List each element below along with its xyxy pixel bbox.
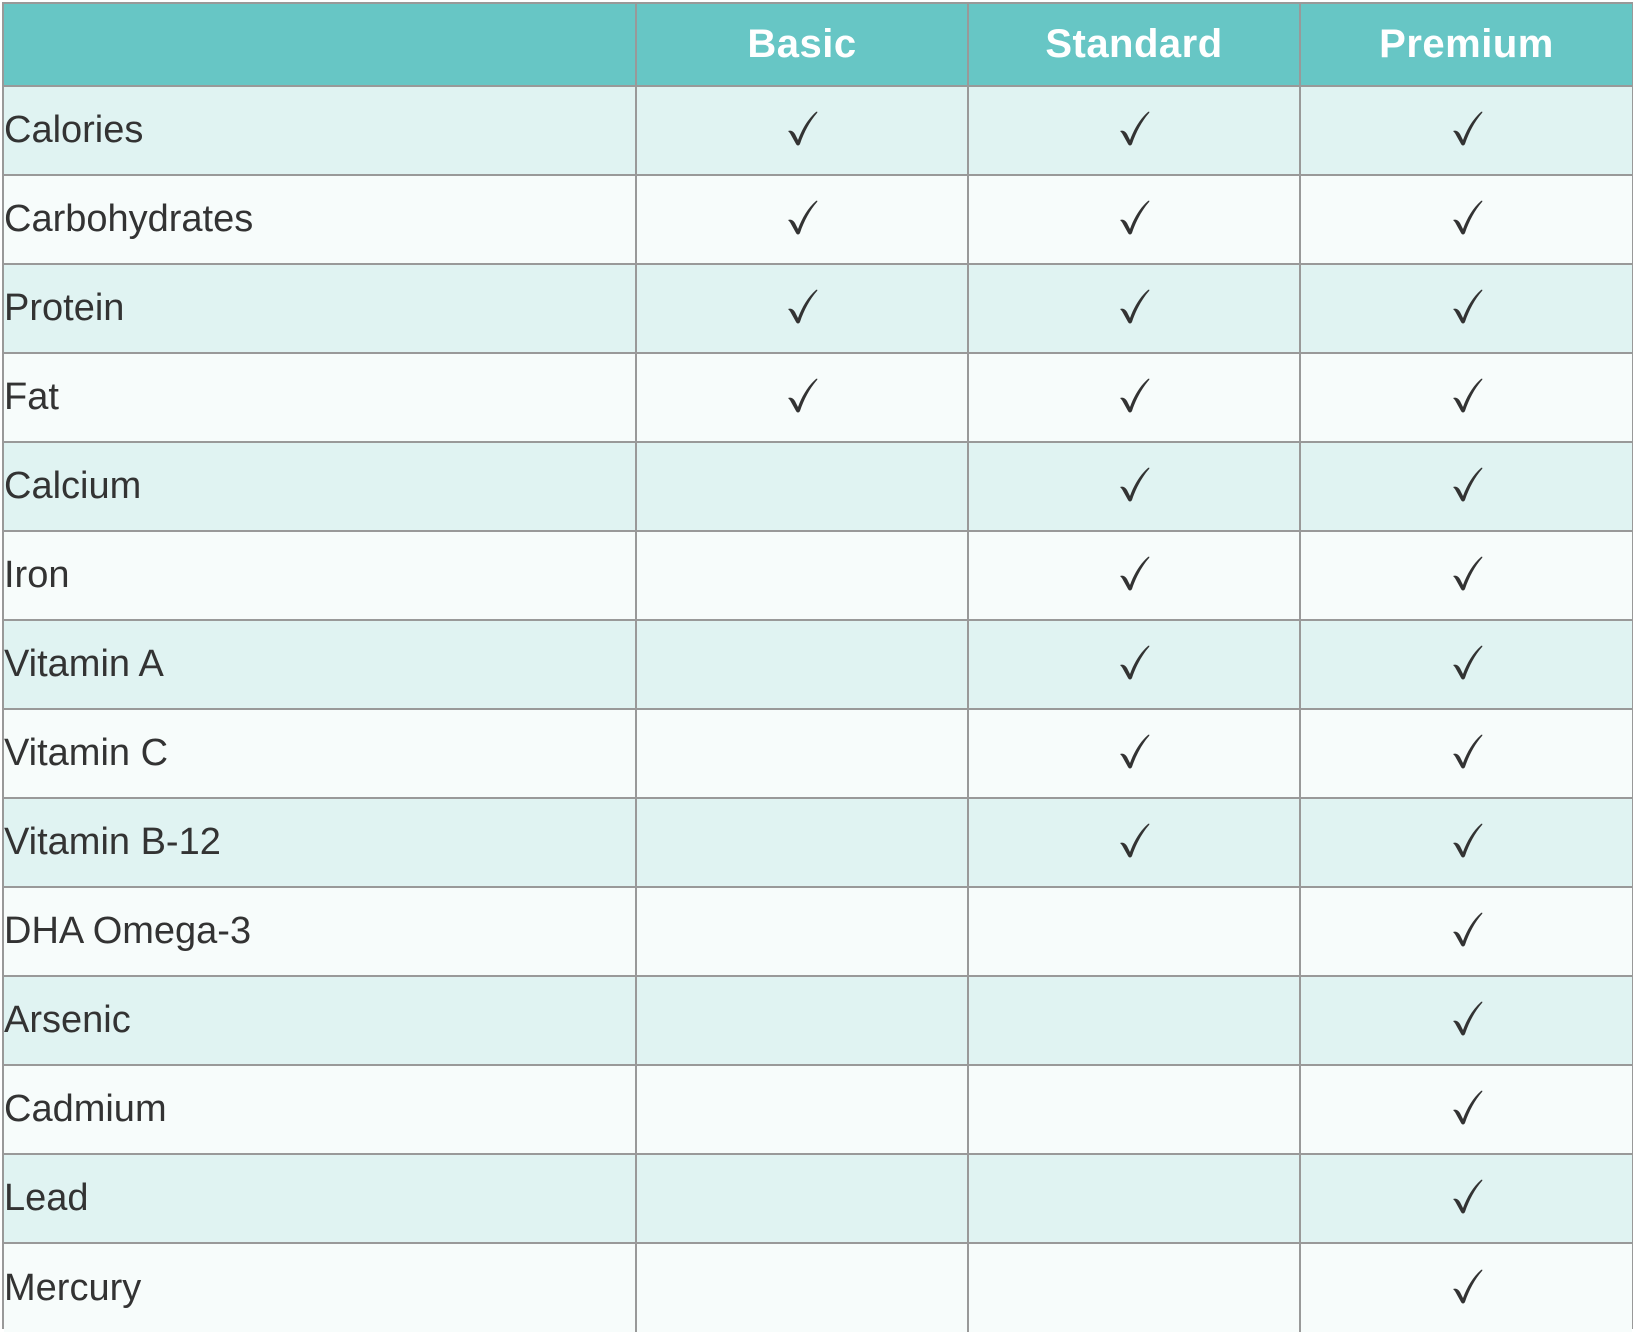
header-cell-feature bbox=[4, 4, 636, 86]
standard-cell bbox=[968, 531, 1300, 620]
check-icon bbox=[786, 287, 818, 325]
basic-cell bbox=[636, 709, 968, 798]
header-cell-standard: Standard bbox=[968, 4, 1300, 86]
check-icon bbox=[1118, 554, 1150, 592]
feature-name-cell: Arsenic bbox=[4, 976, 636, 1065]
premium-cell bbox=[1300, 531, 1632, 620]
basic-cell bbox=[636, 264, 968, 353]
premium-cell bbox=[1300, 1154, 1632, 1243]
header-cell-premium: Premium bbox=[1300, 4, 1632, 86]
standard-cell bbox=[968, 264, 1300, 353]
check-icon bbox=[1118, 109, 1150, 147]
feature-name-cell: Calcium bbox=[4, 442, 636, 531]
standard-cell bbox=[968, 887, 1300, 976]
check-icon bbox=[1118, 643, 1150, 681]
standard-cell bbox=[968, 353, 1300, 442]
table-header bbox=[4, 4, 1632, 86]
table-row bbox=[4, 442, 1632, 531]
feature-name-cell: Mercury bbox=[4, 1243, 636, 1332]
check-icon bbox=[1451, 1177, 1483, 1215]
check-icon bbox=[1451, 109, 1483, 147]
premium-cell bbox=[1300, 175, 1632, 264]
table-row bbox=[4, 798, 1632, 887]
basic-cell bbox=[636, 531, 968, 620]
feature-name-cell: DHA Omega-3 bbox=[4, 887, 636, 976]
premium-cell bbox=[1300, 1243, 1632, 1332]
premium-cell bbox=[1300, 442, 1632, 531]
feature-name-cell: Vitamin C bbox=[4, 709, 636, 798]
check-icon bbox=[1118, 198, 1150, 236]
feature-name-cell: Carbohydrates bbox=[4, 175, 636, 264]
basic-cell bbox=[636, 442, 968, 531]
standard-cell bbox=[968, 709, 1300, 798]
premium-cell bbox=[1300, 887, 1632, 976]
standard-cell bbox=[968, 798, 1300, 887]
table-row bbox=[4, 1243, 1632, 1332]
table-row bbox=[4, 1065, 1632, 1154]
standard-cell bbox=[968, 442, 1300, 531]
standard-cell bbox=[968, 1154, 1300, 1243]
header-cell-basic: Basic bbox=[636, 4, 968, 86]
plan-comparison-table bbox=[4, 4, 1632, 1332]
table-row bbox=[4, 264, 1632, 353]
check-icon bbox=[1451, 821, 1483, 859]
feature-name-cell: Lead bbox=[4, 1154, 636, 1243]
table-row bbox=[4, 175, 1632, 264]
check-icon bbox=[1451, 999, 1483, 1037]
premium-cell bbox=[1300, 798, 1632, 887]
basic-cell bbox=[636, 1243, 968, 1332]
check-icon bbox=[1451, 465, 1483, 503]
basic-cell bbox=[636, 976, 968, 1065]
premium-cell bbox=[1300, 620, 1632, 709]
basic-cell bbox=[636, 1065, 968, 1154]
check-icon bbox=[1451, 732, 1483, 770]
feature-name-cell: Calories bbox=[4, 86, 636, 175]
feature-name-cell: Vitamin A bbox=[4, 620, 636, 709]
basic-cell bbox=[636, 887, 968, 976]
standard-cell bbox=[968, 86, 1300, 175]
table-row bbox=[4, 1154, 1632, 1243]
premium-cell bbox=[1300, 709, 1632, 798]
premium-cell bbox=[1300, 353, 1632, 442]
feature-name-cell: Iron bbox=[4, 531, 636, 620]
table-body bbox=[4, 86, 1632, 1332]
standard-cell bbox=[968, 1065, 1300, 1154]
feature-name-cell: Protein bbox=[4, 264, 636, 353]
check-icon bbox=[1118, 732, 1150, 770]
comparison-table-frame bbox=[2, 2, 1633, 1329]
premium-cell bbox=[1300, 1065, 1632, 1154]
header-row bbox=[4, 4, 1632, 86]
table-row bbox=[4, 976, 1632, 1065]
check-icon bbox=[1118, 465, 1150, 503]
standard-cell bbox=[968, 1243, 1300, 1332]
premium-cell bbox=[1300, 86, 1632, 175]
check-icon bbox=[1118, 287, 1150, 325]
check-icon bbox=[786, 198, 818, 236]
check-icon bbox=[1118, 376, 1150, 414]
table-row bbox=[4, 531, 1632, 620]
premium-cell bbox=[1300, 264, 1632, 353]
feature-name-cell: Vitamin B-12 bbox=[4, 798, 636, 887]
table-row bbox=[4, 86, 1632, 175]
check-icon bbox=[1451, 1267, 1483, 1305]
check-icon bbox=[1451, 554, 1483, 592]
check-icon bbox=[1451, 376, 1483, 414]
check-icon bbox=[786, 109, 818, 147]
feature-name-cell: Cadmium bbox=[4, 1065, 636, 1154]
check-icon bbox=[1118, 821, 1150, 859]
basic-cell bbox=[636, 620, 968, 709]
basic-cell bbox=[636, 175, 968, 264]
standard-cell bbox=[968, 976, 1300, 1065]
basic-cell bbox=[636, 353, 968, 442]
table-row bbox=[4, 620, 1632, 709]
check-icon bbox=[1451, 1088, 1483, 1126]
basic-cell bbox=[636, 798, 968, 887]
check-icon bbox=[1451, 643, 1483, 681]
table-row bbox=[4, 887, 1632, 976]
check-icon bbox=[786, 376, 818, 414]
check-icon bbox=[1451, 198, 1483, 236]
standard-cell bbox=[968, 620, 1300, 709]
basic-cell bbox=[636, 86, 968, 175]
table-row bbox=[4, 709, 1632, 798]
feature-name-cell: Fat bbox=[4, 353, 636, 442]
check-icon bbox=[1451, 287, 1483, 325]
premium-cell bbox=[1300, 976, 1632, 1065]
check-icon bbox=[1451, 910, 1483, 948]
table-row bbox=[4, 353, 1632, 442]
basic-cell bbox=[636, 1154, 968, 1243]
standard-cell bbox=[968, 175, 1300, 264]
